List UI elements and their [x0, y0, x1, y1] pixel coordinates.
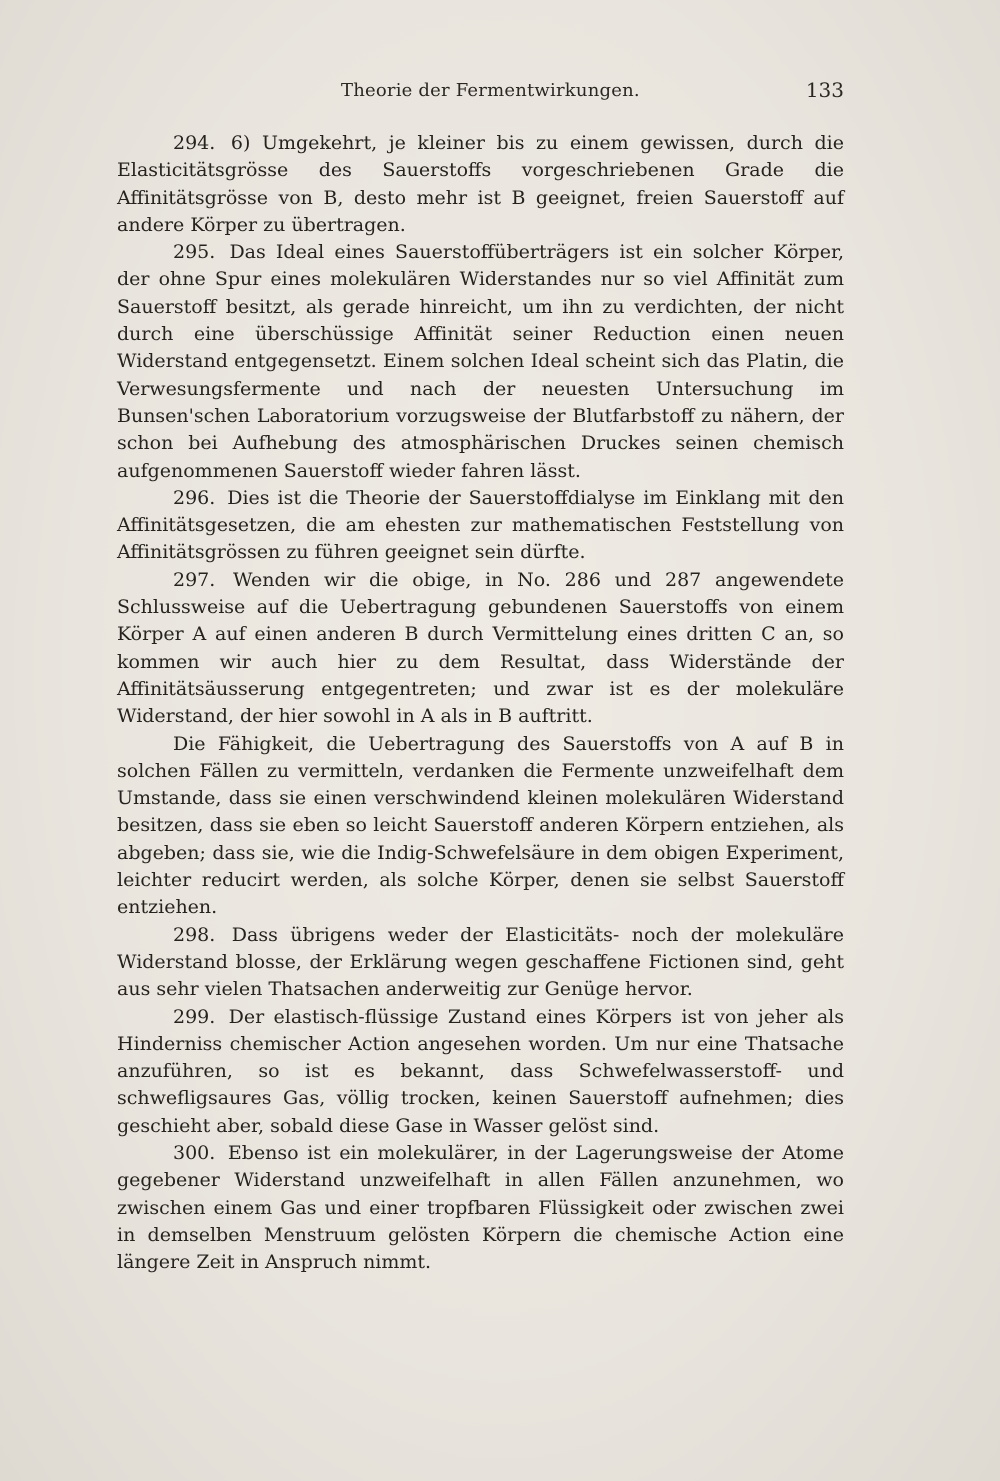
paragraph-299 — [117, 1004, 844, 1140]
paragraph-300 — [117, 1140, 844, 1276]
paragraph-text: Ebenso ist ein molekulärer, in der Lagerungsweise der Atome gegebener Widerstand unzweifelhaft in allen Fällen anzunehmen, wo zwischen einem Gas und einer tropfbaren Flüssigkeit oder zwischen zwei in demselben Menstruum gelösten Körpern die chemische Action eine längere Zeit in Anspruch nimmt. — [117, 1141, 844, 1274]
paragraph-text: Wenden wir die obige, in No. 286 und 287 angewendete Schlussweise auf die Uebertragung gebundenen Sauerstoffs von einem Körper A auf einen anderen B durch Vermittelung eines dritten C an, so kommen wir auch hier zu dem Resultat, dass Widerstände der Affinitätsäusserung entgegentreten; und zwar ist es der molekuläre Widerstand, der hier sowohl in A als in B auftritt. — [117, 568, 844, 728]
paragraph-298 — [117, 922, 844, 1004]
paragraph-297 — [117, 567, 844, 731]
paragraph-number: 299. — [173, 1005, 216, 1028]
paragraph-text: Dies ist die Theorie der Sauerstoffdialyse im Einklang mit den Affinitätsgesetzen, die am ehesten zur mathematischen Feststellung von Affinitätsgrössen zu führen geeignet sein dürfte. — [117, 486, 844, 564]
paragraph-297-continued — [117, 731, 844, 922]
paragraph-296 — [117, 485, 844, 567]
running-title: Theorie der Fermentwirkungen. — [341, 80, 640, 101]
body-text — [117, 130, 844, 1276]
paragraph-number: 297. — [173, 568, 216, 591]
paragraph-number: 300. — [173, 1141, 216, 1164]
page-number: 133 — [805, 78, 844, 102]
paragraph-text: 6) Umgekehrt, je kleiner bis zu einem gewissen, durch die Elasticitätsgrösse des Sauerstoffs vorgeschriebenen Grade die Affinitätsgrösse von B, desto mehr ist B geeignet, freien Sauerstoff auf andere Körper zu übertragen. — [117, 132, 844, 236]
paragraph-number: 294. — [173, 132, 216, 154]
paragraph-number: 296. — [173, 486, 216, 509]
paragraph-number: 295. — [173, 241, 216, 264]
paragraph-text: Das Ideal eines Sauerstoffüberträgers ist ein solcher Körper, der ohne Spur eines molekulären Widerstandes nur so viel Affinität zum Sauerstoff besitzt, als gerade hinreicht, um ihn zu verdichten, der nicht durch eine überschüssige Affinität seiner Reduction einen neuen Widerstand entgegensetzt. Einem solchen Ideal scheint sich das Platin, die Verwesungsfermente und nach der neuesten Untersuchung im Bunsen'schen Laboratorium vorzugsweise der Blutfarbstoff zu nähern, der schon bei Aufhebung des atmosphärischen Druckes seinen chemisch aufgenommenen Sauerstoff wieder fahren lässt. — [117, 241, 844, 482]
paragraph-295 — [117, 239, 844, 485]
paragraph-text: Die Fähigkeit, die Uebertragung des Sauerstoffs von A auf B in solchen Fällen zu vermitteln, verdanken die Fermente unzweifelhaft dem Umstande, dass sie einen verschwindend kleinen molekulären Widerstand besitzen, dass sie eben so leicht Sauerstoff anderen Körpern entziehen, als abgeben; dass sie, wie die Indig-Schwefelsäure in dem obigen Experiment, leichter reducirt werden, als solche Körper, denen sie selbst Sauerstoff entziehen. — [117, 732, 844, 919]
paragraph-294 — [117, 130, 844, 239]
paragraph-number: 298. — [173, 923, 216, 946]
paragraph-text: Der elastisch-flüssige Zustand eines Körpers ist von jeher als Hinderniss chemischer Action angesehen worden. Um nur eine Thatsache anzuführen, so ist es bekannt, dass Schwefelwasserstoff- und schwefligsaures Gas, völlig trocken, keinen Sauerstoff aufnehmen; dies geschieht aber, sobald diese Gase in Wasser gelöst sind. — [117, 1005, 844, 1137]
page-header — [117, 76, 844, 108]
paragraph-text: Dass übrigens weder der Elasticitäts- noch der molekuläre Widerstand blosse, der Erklärung wegen geschaffene Fictionen sind, geht aus sehr vielen Thatsachen anderweitig zur Genüge hervor. — [117, 923, 844, 1001]
